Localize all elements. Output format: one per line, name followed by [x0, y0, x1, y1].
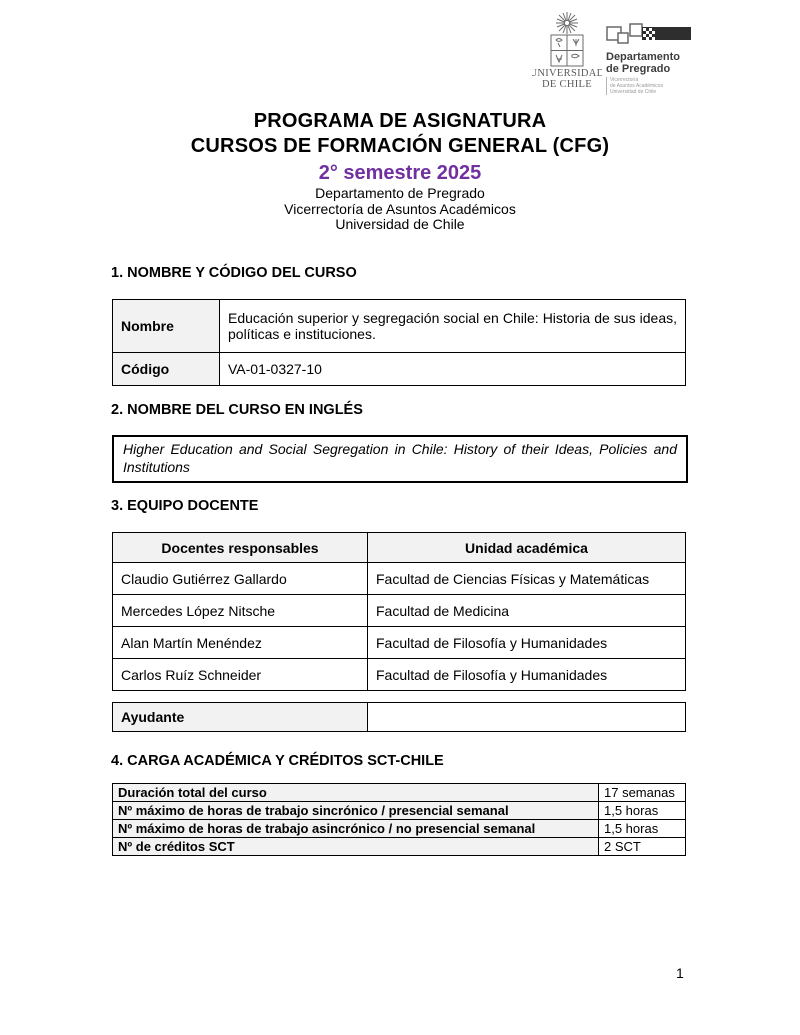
pregrado-title-line2: de Pregrado — [606, 63, 671, 75]
unidad-academica: Facultad de Medicina — [368, 595, 686, 627]
unidad-academica: Facultad de Filosofía y Humanidades — [368, 627, 686, 659]
subtitle-departamento: Departamento de Pregrado — [315, 185, 485, 201]
table-row — [113, 627, 686, 659]
table-row — [113, 703, 686, 732]
table-row — [113, 802, 686, 820]
docente-name: Claudio Gutiérrez Gallardo — [113, 563, 368, 595]
subtitle-vicerrectoria: Vicerrectoría de Asuntos Académicos — [284, 200, 516, 217]
table-row — [113, 595, 686, 627]
carga-label: Nº máximo de horas de trabajo sincrónico / presencial semanal — [113, 802, 599, 820]
codigo-value: VA-01-0327-10 — [220, 353, 686, 386]
pregrado-subtext-line3: Universidad de Chile — [610, 89, 657, 95]
university-crest-icon — [532, 10, 602, 88]
table-row — [113, 353, 686, 386]
subtitle-universidad: Universidad de Chile — [335, 216, 465, 232]
pregrado-subtext-line1: Vicerrectoría — [610, 77, 639, 83]
document-title-line1: PROGRAMA DE ASIGNATURA — [253, 110, 547, 132]
carga-label: Duración total del curso — [113, 784, 599, 802]
codigo-label: Código — [113, 353, 220, 386]
pregrado-squares-icon — [606, 22, 692, 44]
column-header-docentes: Docentes responsables — [113, 533, 368, 563]
docente-name: Alan Martín Menéndez — [113, 627, 368, 659]
table-header-row — [113, 533, 686, 563]
column-header-unidad: Unidad académica — [368, 533, 686, 563]
svg-text:DE CHILE: DE CHILE — [542, 79, 592, 88]
ayudante-table — [112, 702, 686, 732]
svg-text:UNIVERSIDAD: UNIVERSIDAD — [532, 68, 602, 79]
nombre-value: Educación superior y segregación social en Chile: Historia de sus ideas, políticas e instituciones. — [220, 300, 686, 353]
docente-name: Mercedes López Nitsche — [113, 595, 368, 627]
document-title-line2: CURSOS DE FORMACIÓN GENERAL (CFG) — [190, 135, 610, 157]
pregrado-subtext-line2: de Asuntos Académicos — [610, 83, 664, 89]
table-row — [113, 820, 686, 838]
carga-value: 2 SCT — [599, 838, 686, 856]
page-number: 1 — [676, 965, 684, 981]
unidad-academica: Facultad de Ciencias Físicas y Matemáticas — [368, 563, 686, 595]
table-row — [113, 300, 686, 353]
carga-label: Nº de créditos SCT — [113, 838, 599, 856]
ayudante-label: Ayudante — [113, 703, 368, 732]
section3-heading: 3. EQUIPO DOCENTE — [111, 498, 259, 514]
carga-value: 1,5 horas — [599, 802, 686, 820]
carga-value: 17 semanas — [599, 784, 686, 802]
universidad-de-chile-logo — [532, 10, 602, 88]
table-row — [113, 659, 686, 691]
teaching-team-table — [112, 532, 686, 691]
pregrado-title — [606, 51, 694, 75]
academic-load-table — [112, 783, 686, 856]
carga-value: 1,5 horas — [599, 820, 686, 838]
section4-heading: 4. CARGA ACADÉMICA Y CRÉDITOS SCT-CHILE — [111, 753, 444, 769]
table-row — [113, 784, 686, 802]
nombre-label: Nombre — [113, 300, 220, 353]
ayudante-value — [368, 703, 686, 732]
unidad-academica: Facultad de Filosofía y Humanidades — [368, 659, 686, 691]
course-name-table — [112, 299, 686, 386]
departamento-pregrado-logo — [606, 22, 694, 95]
section1-heading: 1. NOMBRE Y CÓDIGO DEL CURSO — [111, 265, 357, 281]
english-course-name-box: Higher Education and Social Segregation in Chile: History of their Ideas, Policies and Institutions — [112, 435, 688, 483]
table-row — [113, 563, 686, 595]
docente-name: Carlos Ruíz Schneider — [113, 659, 368, 691]
carga-label: Nº máximo de horas de trabajo asincrónico / no presencial semanal — [113, 820, 599, 838]
semester-subtitle: 2° semestre 2025 — [318, 162, 482, 184]
pregrado-title-line1: Departamento — [606, 51, 680, 63]
title-block — [0, 109, 800, 233]
pregrado-subtext — [606, 77, 694, 95]
section2-heading: 2. NOMBRE DEL CURSO EN INGLÉS — [111, 402, 363, 418]
table-row — [113, 838, 686, 856]
